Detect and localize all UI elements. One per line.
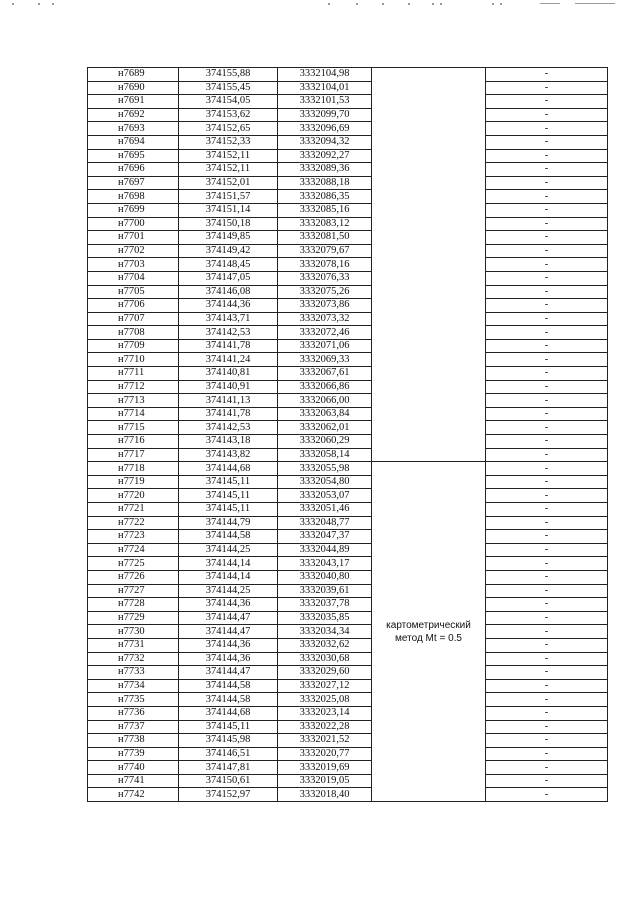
y-coordinate-cell: 3332092,27 (278, 149, 372, 163)
y-coordinate-cell: 3332039,61 (278, 584, 372, 598)
y-coordinate-cell: 3332085,16 (278, 203, 372, 217)
accuracy-cell: - (486, 584, 608, 598)
table-row (88, 761, 608, 775)
x-coordinate-cell: 374154,05 (179, 95, 278, 109)
table-row (88, 108, 608, 122)
table-row (88, 598, 608, 612)
y-coordinate-cell: 3332069,33 (278, 353, 372, 367)
point-id-cell: н7736 (88, 706, 179, 720)
x-coordinate-cell: 374144,58 (179, 679, 278, 693)
y-coordinate-cell: 3332099,70 (278, 108, 372, 122)
point-id-cell: н7700 (88, 217, 179, 231)
table-row (88, 135, 608, 149)
accuracy-cell: - (486, 666, 608, 680)
table-row (88, 95, 608, 109)
x-coordinate-cell: 374155,88 (179, 68, 278, 82)
method-cell-empty (372, 68, 486, 462)
x-coordinate-cell: 374150,18 (179, 217, 278, 231)
y-coordinate-cell: 3332027,12 (278, 679, 372, 693)
accuracy-cell: - (486, 435, 608, 449)
x-coordinate-cell: 374145,11 (179, 489, 278, 503)
table-row (88, 448, 608, 462)
x-coordinate-cell: 374145,11 (179, 503, 278, 517)
point-id-cell: н7705 (88, 285, 179, 299)
x-coordinate-cell: 374149,42 (179, 244, 278, 258)
y-coordinate-cell: 3332035,85 (278, 611, 372, 625)
x-coordinate-cell: 374144,68 (179, 462, 278, 476)
accuracy-cell: - (486, 231, 608, 245)
accuracy-cell: - (486, 462, 608, 476)
point-id-cell: н7723 (88, 530, 179, 544)
accuracy-cell: - (486, 720, 608, 734)
accuracy-cell: - (486, 244, 608, 258)
point-id-cell: н7717 (88, 448, 179, 462)
point-id-cell: н7704 (88, 271, 179, 285)
accuracy-cell: - (486, 747, 608, 761)
table-row (88, 271, 608, 285)
accuracy-cell: - (486, 353, 608, 367)
x-coordinate-cell: 374143,82 (179, 448, 278, 462)
accuracy-cell: - (486, 734, 608, 748)
table-row (88, 190, 608, 204)
x-coordinate-cell: 374152,65 (179, 122, 278, 136)
accuracy-cell: - (486, 217, 608, 231)
point-id-cell: н7742 (88, 788, 179, 802)
x-coordinate-cell: 374152,33 (179, 135, 278, 149)
point-id-cell: н7728 (88, 598, 179, 612)
x-coordinate-cell: 374144,36 (179, 652, 278, 666)
point-id-cell: н7710 (88, 353, 179, 367)
table-row (88, 394, 608, 408)
accuracy-cell: - (486, 489, 608, 503)
point-id-cell: н7692 (88, 108, 179, 122)
x-coordinate-cell: 374144,58 (179, 693, 278, 707)
point-id-cell: н7729 (88, 611, 179, 625)
coordinates-table-body (88, 68, 608, 802)
accuracy-cell: - (486, 149, 608, 163)
x-coordinate-cell: 374141,78 (179, 407, 278, 421)
y-coordinate-cell: 3332044,89 (278, 543, 372, 557)
x-coordinate-cell: 374144,79 (179, 516, 278, 530)
point-id-cell: н7715 (88, 421, 179, 435)
point-id-cell: н7733 (88, 666, 179, 680)
table-row (88, 299, 608, 313)
y-coordinate-cell: 3332054,80 (278, 475, 372, 489)
point-id-cell: н7707 (88, 312, 179, 326)
y-coordinate-cell: 3332021,52 (278, 734, 372, 748)
point-id-cell: н7718 (88, 462, 179, 476)
y-coordinate-cell: 3332088,18 (278, 176, 372, 190)
y-coordinate-cell: 3332066,86 (278, 380, 372, 394)
point-id-cell: н7720 (88, 489, 179, 503)
accuracy-cell: - (486, 394, 608, 408)
y-coordinate-cell: 3332083,12 (278, 217, 372, 231)
x-coordinate-cell: 374141,13 (179, 394, 278, 408)
accuracy-cell: - (486, 788, 608, 802)
accuracy-cell: - (486, 367, 608, 381)
y-coordinate-cell: 3332053,07 (278, 489, 372, 503)
y-coordinate-cell: 3332075,26 (278, 285, 372, 299)
point-id-cell: н7703 (88, 258, 179, 272)
accuracy-cell: - (486, 326, 608, 340)
accuracy-cell: - (486, 190, 608, 204)
x-coordinate-cell: 374140,91 (179, 380, 278, 394)
x-coordinate-cell: 374145,11 (179, 475, 278, 489)
x-coordinate-cell: 374152,11 (179, 163, 278, 177)
x-coordinate-cell: 374145,11 (179, 720, 278, 734)
table-row (88, 788, 608, 802)
accuracy-cell: - (486, 448, 608, 462)
y-coordinate-cell: 3332072,46 (278, 326, 372, 340)
point-id-cell: н7727 (88, 584, 179, 598)
y-coordinate-cell: 3332022,28 (278, 720, 372, 734)
point-id-cell: н7690 (88, 81, 179, 95)
y-coordinate-cell: 3332073,86 (278, 299, 372, 313)
y-coordinate-cell: 3332094,32 (278, 135, 372, 149)
accuracy-cell: - (486, 176, 608, 190)
accuracy-cell: - (486, 543, 608, 557)
x-coordinate-cell: 374143,18 (179, 435, 278, 449)
x-coordinate-cell: 374144,36 (179, 299, 278, 313)
point-id-cell: н7721 (88, 503, 179, 517)
point-id-cell: н7724 (88, 543, 179, 557)
x-coordinate-cell: 374145,98 (179, 734, 278, 748)
x-coordinate-cell: 374144,25 (179, 584, 278, 598)
x-coordinate-cell: 374146,51 (179, 747, 278, 761)
point-id-cell: н7738 (88, 734, 179, 748)
y-coordinate-cell: 3332076,33 (278, 271, 372, 285)
x-coordinate-cell: 374147,81 (179, 761, 278, 775)
y-coordinate-cell: 3332051,46 (278, 503, 372, 517)
y-coordinate-cell: 3332089,36 (278, 163, 372, 177)
table-row (88, 584, 608, 598)
x-coordinate-cell: 374141,78 (179, 339, 278, 353)
table-row (88, 353, 608, 367)
point-id-cell: н7716 (88, 435, 179, 449)
y-coordinate-cell: 3332062,01 (278, 421, 372, 435)
point-id-cell: н7697 (88, 176, 179, 190)
accuracy-cell: - (486, 299, 608, 313)
accuracy-cell: - (486, 95, 608, 109)
y-coordinate-cell: 3332030,68 (278, 652, 372, 666)
table-row (88, 530, 608, 544)
y-coordinate-cell: 3332047,37 (278, 530, 372, 544)
x-coordinate-cell: 374144,14 (179, 570, 278, 584)
table-row (88, 244, 608, 258)
table-row (88, 231, 608, 245)
accuracy-cell: - (486, 679, 608, 693)
table-row (88, 774, 608, 788)
table-row (88, 122, 608, 136)
accuracy-cell: - (486, 706, 608, 720)
accuracy-cell: - (486, 285, 608, 299)
table-row (88, 666, 608, 680)
table-row (88, 163, 608, 177)
point-id-cell: н7719 (88, 475, 179, 489)
accuracy-cell: - (486, 557, 608, 571)
table-row (88, 380, 608, 394)
x-coordinate-cell: 374144,47 (179, 611, 278, 625)
table-row (88, 747, 608, 761)
table-row (88, 543, 608, 557)
accuracy-cell: - (486, 312, 608, 326)
point-id-cell: н7734 (88, 679, 179, 693)
accuracy-cell: - (486, 530, 608, 544)
table-row (88, 407, 608, 421)
x-coordinate-cell: 374144,68 (179, 706, 278, 720)
accuracy-cell: - (486, 774, 608, 788)
accuracy-cell: - (486, 421, 608, 435)
x-coordinate-cell: 374146,08 (179, 285, 278, 299)
x-coordinate-cell: 374144,47 (179, 625, 278, 639)
y-coordinate-cell: 3332086,35 (278, 190, 372, 204)
accuracy-cell: - (486, 625, 608, 639)
table-row (88, 81, 608, 95)
table-row (88, 339, 608, 353)
y-coordinate-cell: 3332055,98 (278, 462, 372, 476)
accuracy-cell: - (486, 638, 608, 652)
accuracy-cell: - (486, 503, 608, 517)
y-coordinate-cell: 3332071,06 (278, 339, 372, 353)
table-row (88, 367, 608, 381)
point-id-cell: н7714 (88, 407, 179, 421)
table-row (88, 489, 608, 503)
x-coordinate-cell: 374152,01 (179, 176, 278, 190)
x-coordinate-cell: 374153,62 (179, 108, 278, 122)
table-row (88, 570, 608, 584)
table-row (88, 68, 608, 82)
x-coordinate-cell: 374144,36 (179, 598, 278, 612)
accuracy-cell: - (486, 81, 608, 95)
point-id-cell: н7725 (88, 557, 179, 571)
point-id-cell: н7732 (88, 652, 179, 666)
x-coordinate-cell: 374152,11 (179, 149, 278, 163)
point-id-cell: н7709 (88, 339, 179, 353)
x-coordinate-cell: 374142,53 (179, 326, 278, 340)
table-row (88, 258, 608, 272)
y-coordinate-cell: 3332037,78 (278, 598, 372, 612)
y-coordinate-cell: 3332060,29 (278, 435, 372, 449)
point-id-cell: н7735 (88, 693, 179, 707)
point-id-cell: н7731 (88, 638, 179, 652)
method-cell: картометрический метод Mt = 0.5 (372, 462, 486, 802)
coordinates-table (87, 67, 608, 802)
y-coordinate-cell: 3332067,61 (278, 367, 372, 381)
table-row (88, 217, 608, 231)
table-row (88, 625, 608, 639)
x-coordinate-cell: 374143,71 (179, 312, 278, 326)
x-coordinate-cell: 374144,47 (179, 666, 278, 680)
y-coordinate-cell: 3332040,80 (278, 570, 372, 584)
accuracy-cell: - (486, 475, 608, 489)
point-id-cell: н7730 (88, 625, 179, 639)
x-coordinate-cell: 374155,45 (179, 81, 278, 95)
table-row (88, 462, 608, 476)
table-row (88, 652, 608, 666)
y-coordinate-cell: 3332032,62 (278, 638, 372, 652)
point-id-cell: н7699 (88, 203, 179, 217)
y-coordinate-cell: 3332029,60 (278, 666, 372, 680)
accuracy-cell: - (486, 570, 608, 584)
point-id-cell: н7701 (88, 231, 179, 245)
y-coordinate-cell: 3332058,14 (278, 448, 372, 462)
x-coordinate-cell: 374144,58 (179, 530, 278, 544)
table-row (88, 312, 608, 326)
x-coordinate-cell: 374147,05 (179, 271, 278, 285)
y-coordinate-cell: 3332063,84 (278, 407, 372, 421)
table-row (88, 557, 608, 571)
x-coordinate-cell: 374150,61 (179, 774, 278, 788)
x-coordinate-cell: 374152,97 (179, 788, 278, 802)
y-coordinate-cell: 3332023,14 (278, 706, 372, 720)
point-id-cell: н7689 (88, 68, 179, 82)
table-row (88, 435, 608, 449)
table-row (88, 475, 608, 489)
table-row (88, 611, 608, 625)
accuracy-cell: - (486, 516, 608, 530)
point-id-cell: н7711 (88, 367, 179, 381)
point-id-cell: н7722 (88, 516, 179, 530)
x-coordinate-cell: 374144,25 (179, 543, 278, 557)
x-coordinate-cell: 374151,14 (179, 203, 278, 217)
y-coordinate-cell: 3332025,08 (278, 693, 372, 707)
point-id-cell: н7737 (88, 720, 179, 734)
point-id-cell: н7713 (88, 394, 179, 408)
scan-artifacts (0, 3, 640, 11)
table-row (88, 638, 608, 652)
y-coordinate-cell: 3332018,40 (278, 788, 372, 802)
table-row (88, 149, 608, 163)
point-id-cell: н7698 (88, 190, 179, 204)
x-coordinate-cell: 374140,81 (179, 367, 278, 381)
x-coordinate-cell: 374144,36 (179, 638, 278, 652)
y-coordinate-cell: 3332081,50 (278, 231, 372, 245)
y-coordinate-cell: 3332096,69 (278, 122, 372, 136)
accuracy-cell: - (486, 163, 608, 177)
point-id-cell: н7695 (88, 149, 179, 163)
table-row (88, 326, 608, 340)
y-coordinate-cell: 3332101,53 (278, 95, 372, 109)
x-coordinate-cell: 374149,85 (179, 231, 278, 245)
point-id-cell: н7741 (88, 774, 179, 788)
point-id-cell: н7708 (88, 326, 179, 340)
y-coordinate-cell: 3332048,77 (278, 516, 372, 530)
point-id-cell: н7694 (88, 135, 179, 149)
x-coordinate-cell: 374151,57 (179, 190, 278, 204)
table-row (88, 176, 608, 190)
accuracy-cell: - (486, 271, 608, 285)
point-id-cell: н7706 (88, 299, 179, 313)
accuracy-cell: - (486, 693, 608, 707)
accuracy-cell: - (486, 135, 608, 149)
x-coordinate-cell: 374142,53 (179, 421, 278, 435)
table-row (88, 734, 608, 748)
table-row (88, 203, 608, 217)
y-coordinate-cell: 3332020,77 (278, 747, 372, 761)
y-coordinate-cell: 3332066,00 (278, 394, 372, 408)
x-coordinate-cell: 374144,14 (179, 557, 278, 571)
accuracy-cell: - (486, 258, 608, 272)
x-coordinate-cell: 374148,45 (179, 258, 278, 272)
y-coordinate-cell: 3332104,01 (278, 81, 372, 95)
y-coordinate-cell: 3332019,69 (278, 761, 372, 775)
table-row (88, 693, 608, 707)
y-coordinate-cell: 3332034,34 (278, 625, 372, 639)
table-row (88, 503, 608, 517)
accuracy-cell: - (486, 122, 608, 136)
accuracy-cell: - (486, 108, 608, 122)
table-row (88, 421, 608, 435)
point-id-cell: н7726 (88, 570, 179, 584)
accuracy-cell: - (486, 652, 608, 666)
table-row (88, 285, 608, 299)
y-coordinate-cell: 3332104,98 (278, 68, 372, 82)
y-coordinate-cell: 3332079,67 (278, 244, 372, 258)
accuracy-cell: - (486, 68, 608, 82)
table-row (88, 516, 608, 530)
x-coordinate-cell: 374141,24 (179, 353, 278, 367)
table-row (88, 679, 608, 693)
accuracy-cell: - (486, 380, 608, 394)
accuracy-cell: - (486, 407, 608, 421)
y-coordinate-cell: 3332073,32 (278, 312, 372, 326)
y-coordinate-cell: 3332043,17 (278, 557, 372, 571)
accuracy-cell: - (486, 611, 608, 625)
point-id-cell: н7712 (88, 380, 179, 394)
point-id-cell: н7740 (88, 761, 179, 775)
table-row (88, 706, 608, 720)
y-coordinate-cell: 3332078,16 (278, 258, 372, 272)
accuracy-cell: - (486, 761, 608, 775)
table-row (88, 720, 608, 734)
y-coordinate-cell: 3332019,05 (278, 774, 372, 788)
point-id-cell: н7739 (88, 747, 179, 761)
accuracy-cell: - (486, 339, 608, 353)
point-id-cell: н7702 (88, 244, 179, 258)
accuracy-cell: - (486, 203, 608, 217)
point-id-cell: н7693 (88, 122, 179, 136)
point-id-cell: н7696 (88, 163, 179, 177)
point-id-cell: н7691 (88, 95, 179, 109)
accuracy-cell: - (486, 598, 608, 612)
